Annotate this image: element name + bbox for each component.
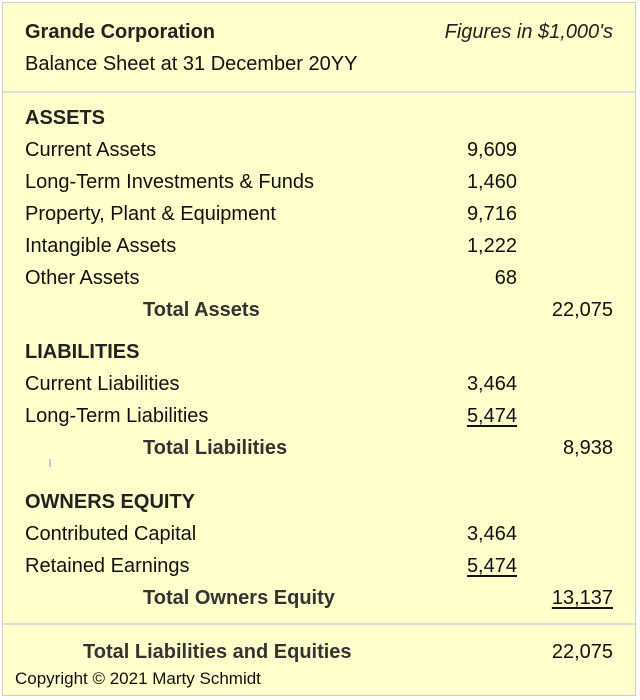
stray-mark [49,459,51,467]
sheet-subtitle: Balance Sheet at 31 December 20YY [25,53,358,75]
liabilities-heading: LIABILITIES [25,341,140,363]
asset-label: Current Assets [25,139,157,161]
total-liabilities-row [3,437,635,465]
equity-label: Retained Earnings [25,555,190,577]
equity-value: 3,464 [466,523,517,545]
liability-value: 5,474 [466,405,517,427]
total-assets-label: Total Assets [143,299,260,321]
total-assets-row [3,299,635,327]
liability-label: Current Liabilities [25,373,180,395]
total-equity-row [3,587,635,615]
asset-value: 9,716 [466,203,517,225]
asset-row [3,139,635,167]
liability-label: Long-Term Liabilities [25,405,209,427]
asset-value: 1,222 [466,235,517,257]
asset-value: 9,609 [466,139,517,161]
company-name: Grande Corporation [25,21,216,43]
asset-row [3,171,635,199]
equity-label: Contributed Capital [25,523,197,545]
total-liabilities-label: Total Liabilities [143,437,288,459]
grand-total-row [3,641,635,669]
total-equity-value: 13,137 [551,587,613,609]
grand-total-label: Total Liabilities and Equities [83,641,352,663]
total-equity-label: Total Owners Equity [143,587,335,609]
asset-value [475,267,517,290]
equity-value: 5,474 [466,555,517,577]
total-liabilities-value: 8,938 [562,437,613,459]
footer-divider [3,623,635,625]
header-divider [3,91,635,93]
asset-row [3,203,635,231]
asset-row [3,267,635,295]
equity-row [3,523,635,551]
liability-row [3,405,635,433]
asset-label: Other Assets [25,267,140,289]
equity-row [3,555,635,583]
asset-value: 1,460 [466,171,517,193]
liability-value: 3,464 [466,373,517,395]
asset-label: Property, Plant & Equipment [25,203,276,225]
assets-heading: ASSETS [25,107,106,129]
total-assets-value: 22,075 [551,299,613,321]
asset-label: Intangible Assets [25,235,177,257]
equity-heading: OWNERS EQUITY [25,491,196,513]
asset-row [3,235,635,263]
asset-value-text: 68 [494,267,517,289]
figures-note: Figures in $1,000's [444,21,613,43]
liability-row [3,373,635,401]
asset-label: Long-Term Investments & Funds [25,171,315,193]
grand-total-value: 22,075 [551,641,613,663]
balance-sheet [2,2,636,696]
copyright-notice: Copyright © 2021 Marty Schmidt [15,669,261,688]
